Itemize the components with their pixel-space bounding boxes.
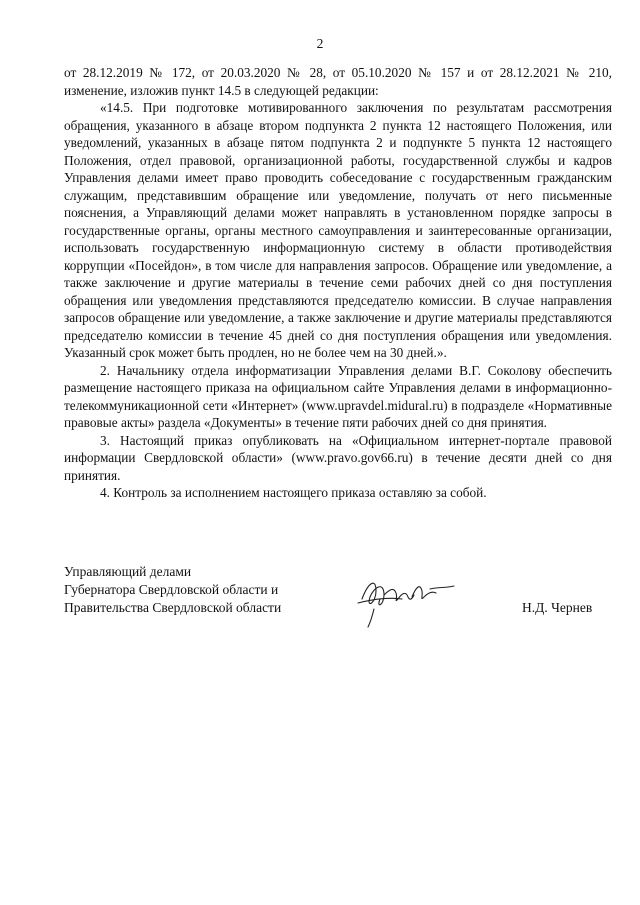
paragraph-clause-14-5: «14.5. При подготовке мотивированного заключения по результатам рассмотрения обращения, указанного в абзаце втором подпункта 2 пункта 12 настоящего Положения, или уведомлений, указанных в абзаце пятом подпункта 2 и подпункте 5 пункта 12 настоящего Положения, отдел правовой, организационной работы, государственной службы и кадров Управления делами имеет право проводить собеседование с государственным гражданским служащим, представившим обращение или уведомление, получать от него письменные пояснения, а Управляющий делами может направлять в установленном порядке запросы в государственные органы, органы местного самоуправления и заинтересованные организации, использовать государственную информационную систему в области противодействия коррупции «Посейдон», в том числе для направления запросов. Обращение или уведомление, а также заключение и другие материалы в течение семи рабочих дней со дня поступления обращения или уведомления представляются председателю комиссии. В случае направления запросов обращение или уведомление, а также заключение и другие материалы представляются председателю комиссии в течение 45 дней со дня поступления обращения или уведомления. Указанный срок может быть продлен, но не более чем на 30 дней.». xyxy=(64,100,612,360)
document-body xyxy=(64,64,612,502)
signer-name: Н.Д. Чернев xyxy=(522,600,593,615)
signer-position-line: Управляющий делами xyxy=(64,564,192,579)
paragraph-item-4: 4. Контроль за исполнением настоящего приказа оставляю за собой. xyxy=(100,485,487,500)
signer-position-line: Правительства Свердловской области xyxy=(64,600,282,615)
paragraph-item-2: 2. Начальнику отдела информатизации Управления делами В.Г. Соколову обеспечить размещение настоящего приказа на официальном сайте Управления делами в информационно-телекоммуникационной сети «Интернет» (www.upravdel.midural.ru) в подразделе «Нормативные правовые акты» раздела «Документы» в течение пяти рабочих дней со дня принятия. xyxy=(64,362,612,430)
signer-position-line: Губернатора Свердловской области и xyxy=(64,582,279,597)
paragraph-continuation: от 28.12.2019 № 172, от 20.03.2020 № 28, от 05.10.2020 № 157 и от 28.12.2021 № 210, изменение, изложив пункт 14.5 в следующей редакции: xyxy=(64,65,612,98)
paragraph-item-3: 3. Настоящий приказ опубликовать на «Официальном интернет-портале правовой информации Свердловской области» (www.pravo.gov66.ru) в течение десяти дней со дня принятия. xyxy=(64,432,612,483)
handwritten-signature xyxy=(354,569,464,633)
page-number: 2 xyxy=(316,36,324,51)
signer-position xyxy=(64,563,364,617)
signature-block xyxy=(64,563,612,643)
